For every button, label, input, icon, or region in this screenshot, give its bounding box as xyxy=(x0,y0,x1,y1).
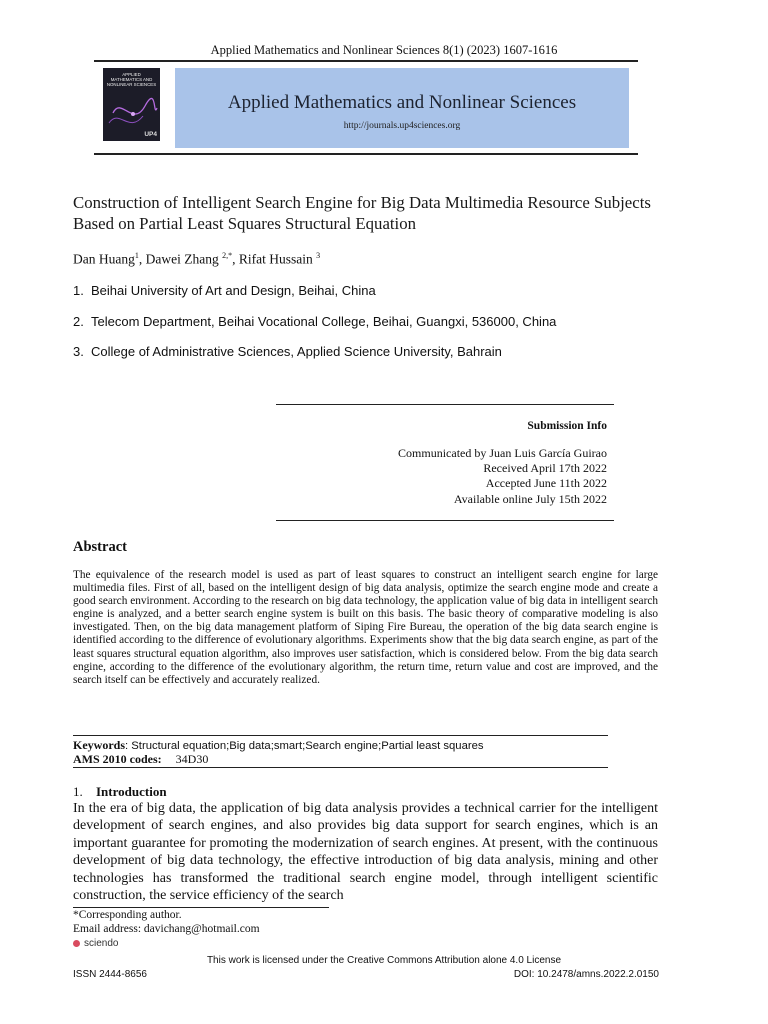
author-name: Rifat Hussain xyxy=(238,251,313,267)
affiliation-text: College of Administrative Sciences, Applied Science University, Bahrain xyxy=(91,344,502,359)
section-heading xyxy=(73,784,167,800)
header-top-rule xyxy=(94,60,638,62)
paper-title: Construction of Intelligent Search Engine for Big Data Multimedia Resource Subjects Based on Partial Least Squares Structural Equation xyxy=(73,193,651,233)
ams-codes-line xyxy=(73,752,208,767)
journal-cover-image xyxy=(103,68,160,141)
author-name: Dan Huang xyxy=(73,251,135,267)
submission-top-rule xyxy=(276,404,614,405)
header-bottom-rule xyxy=(94,153,638,155)
affiliation-number: 3. xyxy=(73,344,84,359)
email-note: Email address: davichang@hotmail.com xyxy=(73,923,260,935)
communicated-by: Communicated by Juan Luis García Guirao xyxy=(398,446,607,460)
affiliation-text: Beihai University of Art and Design, Beihai, China xyxy=(91,283,376,298)
keywords-value: : Structural equation;Big data;smart;Search engine;Partial least squares xyxy=(125,740,484,752)
journal-citation: Applied Mathematics and Nonlinear Sciences 8(1) (2023) 1607-1616 xyxy=(210,43,558,57)
submission-bottom-rule xyxy=(276,520,614,521)
keywords-label: Keywords xyxy=(73,738,125,752)
affiliation-item xyxy=(73,314,556,329)
ams-value: 34D30 xyxy=(175,752,209,766)
affiliation-item xyxy=(73,344,502,359)
banner-url[interactable]: http://journals.up4sciences.org xyxy=(343,121,461,131)
keywords-top-rule xyxy=(73,735,608,736)
corresponding-author-note: *Corresponding author. xyxy=(73,909,182,921)
doi[interactable]: DOI: 10.2478/amns.2022.2.0150 xyxy=(513,969,659,980)
affiliation-item xyxy=(73,283,376,298)
received-date: Received April 17th 2022 xyxy=(483,461,607,476)
abstract-text: The equivalence of the research model is used as part of least squares to construct an intelligent search engine for large multimedia files. First of all, based on the intelligent design of big data analysis, optimize the search engine mode and create a good search environment. According to the research on big data technology, the application value of big data in intelligent search engine is analyzed, and a better search engine system is built on this basis. The basic theory of comparative modeling is also investigated. Then, on the big data management platform of Siping Fire Bureau, the operation of the big data search engine is identified according to the difference of evolutionary algorithms. Experiments show that the big data search engine, as part of the least squares structural equation algorithm, also improves user satisfaction, which is considered below. From the big data search engine, according to the difference of the evolutionary algorithm, the return time, return value and cost are improved, and the search itself can be effectively and accurately realized. xyxy=(73,569,658,686)
online-date: Available online July 15th 2022 xyxy=(453,491,607,506)
accepted-date: Accepted June 11th 2022 xyxy=(485,476,607,491)
footnote-rule xyxy=(73,907,329,908)
keywords-line xyxy=(73,738,484,753)
author-list: Dan Huang$^1$, Dawei Zhang $^{2,*}$, Rifat Hussain $^3$ xyxy=(73,251,321,267)
author-affil-mark: 2,* xyxy=(222,251,233,260)
section-number: 1. xyxy=(73,784,83,799)
banner-title: Applied Mathematics and Nonlinear Sciences xyxy=(227,92,577,113)
cover-publisher-mark: UP4 xyxy=(144,131,157,138)
introduction-text: In the era of big data, the application of big data analysis provides a technical carrier for the intelligent development of search engines, and also provides big data support for search engines, which is an important guarantee for promoting the modernization of search engines. At present, with the continuous development of big data technology, the effective introduction of big data analysis, mining and other technologies has transformed the traditional search engine model, through intelligent scientific construction, the service efficiency of the search xyxy=(73,801,658,904)
affiliation-text: Telecom Department, Beihai Vocational College, Beihai, Guangxi, 536000, China xyxy=(91,314,557,329)
issn: ISSN 2444-8656 xyxy=(73,969,147,980)
author-affil-mark: 1 xyxy=(134,251,139,260)
submission-info-block xyxy=(276,446,607,507)
ams-label: AMS 2010 codes: xyxy=(73,752,162,766)
publisher-logo xyxy=(73,938,118,949)
section-title: Introduction xyxy=(96,784,167,799)
keywords-bottom-rule xyxy=(73,767,608,768)
affiliation-number: 1. xyxy=(73,283,84,298)
submission-info-heading: Submission Info xyxy=(527,420,607,432)
author-affil-mark: 3 xyxy=(316,251,321,260)
publisher-name: sciendo xyxy=(84,938,119,949)
license-text: This work is licensed under the Creative Commons Attribution alone 4.0 License xyxy=(206,955,562,966)
sciendo-logo-icon xyxy=(73,940,80,947)
affiliation-number: 2. xyxy=(73,314,84,329)
abstract-heading: Abstract xyxy=(73,539,127,555)
cover-title: APPLIED MATHEMATICS AND NONLINEAR SCIENCES xyxy=(106,72,157,87)
author-name: Dawei Zhang xyxy=(145,251,219,267)
